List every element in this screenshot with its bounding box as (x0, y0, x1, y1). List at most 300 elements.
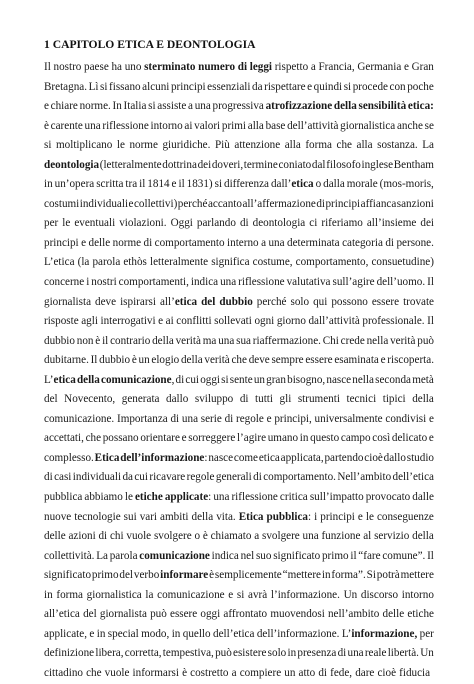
word: uno (124, 61, 142, 73)
word: per (44, 217, 59, 230)
word: e (89, 627, 95, 640)
word: sente (229, 373, 253, 386)
word: chiare (50, 100, 78, 113)
word: Il (427, 549, 434, 562)
word: dell’etica (392, 471, 434, 484)
word: con (389, 80, 406, 93)
word: (la (77, 256, 90, 269)
word: si (343, 80, 352, 93)
word: esaminata (334, 354, 379, 367)
word: possono (331, 295, 368, 308)
word: affianca (360, 197, 397, 210)
word: ispirarsi (120, 295, 156, 308)
word: etica (258, 451, 280, 464)
word-group (120, 449, 207, 469)
word: tecnici (346, 393, 377, 406)
bold-term: di (237, 61, 248, 73)
word: cioè (377, 666, 397, 679)
word: dottrina (162, 158, 197, 171)
word: suo (255, 549, 272, 562)
word: reale (364, 647, 387, 660)
word: tecnologie (74, 510, 121, 523)
word: special (107, 627, 139, 640)
word: muovendosi (270, 608, 325, 621)
word: significato (273, 549, 321, 562)
word: interrogativi (100, 315, 156, 328)
bold-term: applicate (164, 491, 209, 504)
word: inglese (361, 158, 394, 171)
word: può (215, 647, 232, 660)
word: comunicazione. (44, 412, 115, 425)
word: regole (186, 471, 215, 484)
word: metà (412, 373, 434, 386)
word: forma”. (331, 569, 366, 582)
bold-term: della (76, 373, 100, 386)
text-line (44, 175, 434, 195)
word: comportamento, (295, 256, 369, 269)
word: il (102, 334, 109, 347)
word: delle (382, 608, 405, 621)
word: paese (84, 61, 109, 73)
text-line (44, 58, 434, 78)
word: morale (346, 178, 378, 191)
word-group (271, 175, 314, 195)
word: o (194, 530, 201, 543)
bold-term: atrofizzazione (265, 100, 333, 113)
word: in (299, 432, 309, 445)
word: vita. (216, 510, 236, 523)
word: oggi (200, 608, 221, 621)
word: eventuali (74, 217, 116, 230)
word: significa (211, 256, 250, 269)
word: per (419, 627, 434, 640)
word: Italia (123, 100, 147, 113)
word-group (342, 625, 417, 645)
word: comune”. (382, 549, 426, 562)
word: valutativa (286, 276, 331, 289)
word: verbo (133, 569, 160, 582)
word: in (287, 647, 297, 660)
word: nasce (208, 451, 234, 464)
word: La (96, 549, 108, 562)
word: qui (313, 295, 328, 308)
word: all’insieme (366, 217, 417, 230)
word: : (204, 451, 208, 464)
word: può (150, 608, 167, 621)
word: Francia, (318, 61, 355, 73)
word: verità (175, 334, 201, 347)
word: ai (184, 119, 193, 132)
word: e (158, 315, 164, 328)
word: e (228, 588, 234, 601)
word: conseguenze (376, 510, 434, 523)
word: La (422, 139, 434, 152)
word: principi (170, 80, 206, 93)
word: alla (284, 139, 301, 152)
word: principi, (274, 412, 312, 425)
bold-term: pubblica (266, 510, 308, 523)
word: questo (310, 432, 340, 445)
bold-term: etica (174, 295, 198, 308)
word: vuole (126, 530, 152, 543)
word: trovate (403, 295, 434, 308)
word: di (224, 412, 234, 425)
word: base (265, 119, 286, 132)
word: giorno (276, 315, 306, 328)
word: in (96, 627, 106, 640)
word: o (315, 178, 322, 191)
word: delle (44, 530, 66, 543)
text-line (44, 410, 434, 430)
word: si (148, 100, 156, 113)
bold-term: etica (53, 373, 76, 386)
word: e (266, 412, 272, 425)
word: della (191, 510, 214, 523)
word: sostanza. (377, 139, 418, 152)
word: è (44, 119, 49, 132)
word: verità (204, 354, 230, 367)
word: dell’uomo. (376, 276, 426, 289)
word: dalla (323, 178, 345, 191)
word: il (350, 549, 357, 562)
word: dall’ (270, 178, 292, 191)
word: giornalistica (86, 588, 142, 601)
word: Il (427, 276, 434, 289)
word: critica (279, 491, 308, 504)
word: vuole (104, 666, 130, 679)
text-line (44, 351, 434, 371)
word: Nell’ambito (337, 471, 392, 484)
word: giornalista (99, 608, 147, 621)
word: è (209, 569, 215, 582)
word: assiste (157, 100, 187, 113)
word: di (239, 393, 249, 406)
text-line (44, 390, 434, 410)
word: orientare (140, 432, 180, 445)
word: un’opera (54, 178, 95, 191)
word: all’ (159, 295, 175, 308)
word: persone. (396, 236, 434, 249)
word: tempestiva, (162, 647, 214, 660)
word: di (143, 236, 153, 249)
word: Oggi (170, 217, 193, 230)
word: perché (256, 295, 287, 308)
word: che (231, 354, 247, 367)
word: partendo (324, 451, 364, 464)
word: complesso. (44, 451, 94, 464)
word: il (139, 178, 146, 191)
word: deve (95, 295, 117, 308)
text-line (44, 293, 434, 313)
text-line (44, 605, 434, 625)
word: dallo (166, 393, 189, 406)
word: cui (134, 471, 148, 484)
word: una (268, 236, 285, 249)
word: delicato (391, 432, 428, 445)
word: principi (320, 510, 355, 523)
word: da (122, 471, 133, 484)
bold-term: deontologia (44, 158, 100, 171)
text-line (44, 156, 434, 176)
word: conflitti (176, 315, 212, 328)
word: deontologia (252, 217, 306, 230)
word: avrà (248, 588, 268, 601)
word: i (86, 276, 90, 289)
text-line (44, 508, 434, 528)
word: elogio (151, 354, 180, 367)
bold-term: comunicazione (101, 373, 172, 386)
word: condivisi (385, 412, 427, 425)
word-group (267, 508, 312, 528)
word-group (165, 488, 211, 508)
word: dell’informazione. (256, 627, 340, 640)
word: che (336, 139, 352, 152)
word: L’ (341, 627, 352, 640)
text-line (44, 566, 434, 586)
word: principi (325, 197, 361, 210)
word: ci (309, 217, 318, 230)
word: le (62, 217, 71, 230)
word: di (385, 236, 395, 249)
word: individuali (72, 471, 122, 484)
bold-term: etiche (134, 491, 163, 504)
word: ambiti (160, 510, 189, 523)
word: regole (236, 412, 264, 425)
bold-term: dell’informazione (120, 451, 205, 464)
word: progressiva (212, 100, 264, 113)
word: Bentham (393, 158, 434, 171)
word: riflessione (102, 119, 149, 132)
word-group (101, 371, 174, 391)
word: professionale. (362, 315, 425, 328)
word: indica (190, 276, 219, 289)
word: nel (240, 549, 255, 562)
word: in (44, 588, 53, 601)
bold-term: leggi (249, 61, 273, 73)
word: dubbio (44, 334, 75, 347)
word: comportamenti, (118, 276, 189, 289)
text-line (44, 547, 434, 567)
word: etiche (407, 608, 434, 621)
bold-term: dubbio (219, 295, 253, 308)
word: attenzione (234, 139, 281, 152)
word: l’informazione. (270, 588, 340, 601)
word: 1831) (186, 178, 213, 191)
word: di (318, 666, 327, 679)
word: nasce (326, 373, 352, 386)
word: quindi (313, 80, 343, 93)
word: agli (81, 315, 98, 328)
word: che (86, 666, 102, 679)
word: parola (92, 256, 121, 269)
word: che (85, 432, 102, 445)
word: “fare (358, 549, 381, 562)
text-line (44, 664, 434, 684)
word: Un (343, 588, 358, 601)
word: fissano (109, 80, 141, 93)
word: riscoperta. (387, 354, 434, 367)
word: primo (91, 569, 119, 582)
word: abbiamo (84, 491, 123, 504)
word: procede (352, 80, 388, 93)
word: chiamato (210, 530, 252, 543)
word: in (44, 178, 53, 191)
word: libertà. (387, 647, 419, 660)
word: concerne (44, 276, 85, 289)
word: forma (305, 139, 332, 152)
word: e (307, 80, 313, 93)
word: discorso (360, 588, 399, 601)
word: comportamento. (263, 471, 336, 484)
word: è (202, 530, 208, 543)
word: una (347, 647, 364, 660)
word: sull’impatto (309, 491, 364, 504)
word: si (236, 588, 245, 601)
text-line (44, 78, 434, 98)
word: sanzioni (396, 197, 434, 210)
word: corretta, (124, 647, 162, 660)
word: essenziali (207, 80, 251, 93)
word: si (44, 139, 52, 152)
word: Il (90, 354, 98, 367)
word: e (181, 432, 187, 445)
chapter-heading: 1 CAPITOLO ETICA E DEONTOLOGIA (44, 38, 256, 51)
word: “mettere (282, 569, 321, 582)
word: come (233, 451, 259, 464)
word: è (182, 666, 188, 679)
word: sollevati (214, 315, 252, 328)
word: del (119, 569, 134, 582)
word: sorreggere (188, 432, 236, 445)
word: così (372, 432, 391, 445)
word: riflessione (238, 276, 285, 289)
word: universalmente (314, 412, 383, 425)
word: scritta (96, 178, 124, 191)
word: un (253, 373, 265, 386)
word: potrà (376, 569, 400, 582)
word: doveri, (211, 158, 244, 171)
word: pubblica (44, 491, 83, 504)
word: una (213, 491, 230, 504)
word: di (44, 471, 53, 484)
word: filosofo (326, 158, 361, 171)
text-line (44, 273, 434, 293)
body-text (44, 58, 434, 684)
word: determinata (287, 236, 340, 249)
text-line (44, 117, 434, 137)
word: e (44, 100, 49, 113)
text-line (44, 527, 434, 547)
text-line (44, 644, 434, 664)
word: non (76, 334, 94, 347)
word: presenza (297, 647, 337, 660)
word: termine (243, 158, 278, 171)
bold-term: comunicazione (139, 549, 210, 562)
word: L’ (44, 373, 54, 386)
word: atto (298, 666, 316, 679)
word: dall’attività (308, 315, 360, 328)
word: intorno (150, 119, 183, 132)
word: collettività. (44, 549, 95, 562)
word: servizio (374, 530, 410, 543)
word: modo, (141, 627, 170, 640)
word: giornalista (44, 295, 92, 308)
word: della (412, 393, 434, 406)
word: da (252, 80, 263, 93)
word: Bretagna. (44, 80, 87, 93)
word: compiere (239, 666, 282, 679)
word: deve (248, 354, 270, 367)
text-line (44, 214, 434, 234)
bold-term: Etica (94, 451, 120, 464)
word: Il (427, 315, 434, 328)
bold-term: informazione, (351, 627, 418, 640)
word: primo (321, 549, 349, 562)
word: Un (420, 647, 434, 660)
word: nella (352, 373, 374, 386)
word: della (412, 530, 434, 543)
word: rispettare (264, 80, 306, 93)
word: accettati, (44, 432, 84, 445)
word: del (83, 608, 97, 621)
text-line (44, 371, 434, 391)
word: anche (396, 119, 423, 132)
word: e (128, 197, 134, 210)
word: cui (185, 373, 200, 386)
word: una (302, 530, 319, 543)
word: giuridiche. (162, 139, 211, 152)
word: coniato (278, 158, 312, 171)
word: essere (170, 608, 198, 621)
bold-term: della (333, 100, 357, 113)
word: è (131, 354, 137, 367)
word: della (180, 354, 203, 367)
word: carente (50, 119, 83, 132)
word: di (337, 647, 347, 660)
word: una (181, 412, 199, 425)
bold-term: numero (198, 61, 236, 73)
text-line (44, 312, 434, 332)
word: Gran (411, 61, 434, 73)
word: provocato (365, 491, 411, 504)
word: parlando (196, 217, 236, 230)
word: tipici (382, 393, 406, 406)
word: di (253, 471, 262, 484)
bold-term: sensibilità (358, 100, 407, 113)
word: essere (371, 295, 400, 308)
word: dei (420, 217, 434, 230)
word: dal (311, 158, 326, 171)
word: le (124, 491, 133, 504)
word: nostri (91, 276, 117, 289)
word: azioni (68, 530, 96, 543)
word: valori (194, 119, 221, 132)
word: mettere (400, 569, 434, 582)
word: dell’etica (213, 627, 255, 640)
word: dubbio (99, 354, 131, 367)
word: gli (279, 393, 292, 406)
word: Importanza (116, 412, 168, 425)
word: Novecento, (64, 393, 116, 406)
word: norme (112, 236, 142, 249)
text-line (44, 586, 434, 606)
word: alla (356, 139, 373, 152)
word: seconda (375, 373, 412, 386)
word: ethòs (123, 256, 147, 269)
word: è (95, 334, 101, 347)
word: categoria (342, 236, 383, 249)
word: in (171, 627, 181, 640)
